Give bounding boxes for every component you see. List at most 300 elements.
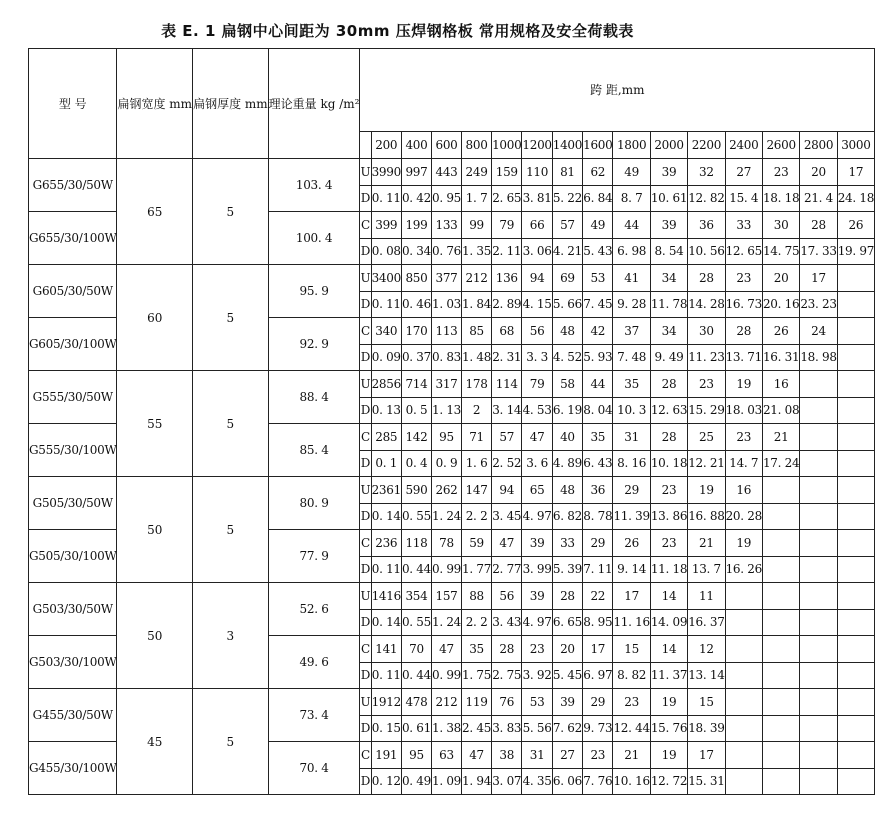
load-value: [725, 583, 762, 610]
load-value: 17. 33: [800, 238, 837, 265]
load-value: 8. 7: [613, 185, 650, 212]
load-value: 76: [492, 689, 522, 716]
load-value: 0. 34: [401, 238, 431, 265]
load-value: 23: [583, 742, 613, 769]
load-value: 5. 66: [552, 291, 582, 318]
flat-steel-width: 50: [117, 477, 193, 583]
load-value: 13. 71: [725, 344, 762, 371]
load-value: 0. 83: [431, 344, 461, 371]
load-value: 29: [583, 689, 613, 716]
load-value: 35: [462, 636, 492, 663]
span-value: 2600: [762, 132, 799, 159]
span-value: 1000: [492, 132, 522, 159]
load-value: 2. 31: [492, 344, 522, 371]
load-value: 21: [613, 742, 650, 769]
load-value: [800, 689, 837, 716]
load-value: 34: [650, 265, 687, 292]
row-type-label: C: [360, 212, 371, 239]
row-type-label: C: [360, 636, 371, 663]
load-value: 119: [462, 689, 492, 716]
load-value: 997: [401, 159, 431, 186]
load-value: 3. 06: [522, 238, 552, 265]
load-value: 16. 73: [725, 291, 762, 318]
span-value: 800: [462, 132, 492, 159]
load-value: 31: [522, 742, 552, 769]
load-value: 14. 75: [762, 238, 799, 265]
load-value: [837, 715, 874, 742]
table-row: [29, 159, 875, 186]
load-value: 7. 45: [583, 291, 613, 318]
theoretical-weight: 85. 4: [268, 424, 360, 477]
load-value: 20. 16: [762, 291, 799, 318]
load-value: 66: [522, 212, 552, 239]
load-value: 6. 97: [583, 662, 613, 689]
load-value: 63: [431, 742, 461, 769]
load-value: [762, 662, 799, 689]
load-value: 0. 15: [371, 715, 401, 742]
row-type-label: D: [360, 662, 371, 689]
load-value: 8. 04: [583, 397, 613, 424]
load-value: [762, 583, 799, 610]
load-value: 0. 55: [401, 609, 431, 636]
load-value: 12. 44: [613, 715, 650, 742]
load-value: 15. 31: [688, 768, 725, 795]
load-value: [837, 609, 874, 636]
load-value: 8. 54: [650, 238, 687, 265]
load-value: 17: [688, 742, 725, 769]
load-value: 85: [462, 318, 492, 345]
model-name: G655/30/50W: [29, 159, 117, 212]
load-value: 23: [613, 689, 650, 716]
flat-steel-width: 60: [117, 265, 193, 371]
load-value: [800, 477, 837, 504]
load-value: 5. 56: [522, 715, 552, 742]
load-value: [837, 503, 874, 530]
load-value: 15. 4: [725, 185, 762, 212]
load-value: 1. 09: [431, 768, 461, 795]
load-value: 1912: [371, 689, 401, 716]
load-value: 16. 31: [762, 344, 799, 371]
row-type-label: U: [360, 689, 371, 716]
model-name: G655/30/100W: [29, 212, 117, 265]
load-value: [800, 503, 837, 530]
load-value: 3. 6: [522, 450, 552, 477]
load-value: [837, 662, 874, 689]
load-value: 16. 26: [725, 556, 762, 583]
load-value: 21. 4: [800, 185, 837, 212]
theoretical-weight: 77. 9: [268, 530, 360, 583]
load-value: 59: [462, 530, 492, 557]
load-value: 0. 99: [431, 556, 461, 583]
load-value: 38: [492, 742, 522, 769]
load-value: [800, 530, 837, 557]
span-value: 400: [401, 132, 431, 159]
load-value: 7. 62: [552, 715, 582, 742]
load-value: 19: [688, 477, 725, 504]
load-value: 41: [613, 265, 650, 292]
load-value: 3. 83: [492, 715, 522, 742]
load-value: 21. 08: [762, 397, 799, 424]
load-value: 24. 18: [837, 185, 874, 212]
load-value: 4. 15: [522, 291, 552, 318]
load-value: 14: [650, 583, 687, 610]
load-value: [837, 450, 874, 477]
table-row: [29, 583, 875, 610]
load-value: 443: [431, 159, 461, 186]
load-value: [837, 742, 874, 769]
load-value: [837, 530, 874, 557]
model-name: G555/30/50W: [29, 371, 117, 424]
load-value: 23: [688, 371, 725, 398]
theoretical-weight: 70. 4: [268, 742, 360, 795]
span-value: 600: [431, 132, 461, 159]
load-value: 24: [800, 318, 837, 345]
load-value: [837, 318, 874, 345]
load-value: 1. 38: [431, 715, 461, 742]
load-value: 11. 23: [688, 344, 725, 371]
table-row: [29, 371, 875, 398]
load-value: 2. 11: [492, 238, 522, 265]
load-value: [762, 689, 799, 716]
load-value: [837, 371, 874, 398]
row-type-label: U: [360, 265, 371, 292]
load-value: 15: [613, 636, 650, 663]
load-value: 18. 03: [725, 397, 762, 424]
load-value: [837, 768, 874, 795]
load-value: [762, 530, 799, 557]
load-value: 20: [552, 636, 582, 663]
load-value: 12. 65: [725, 238, 762, 265]
load-value: [762, 556, 799, 583]
load-value: [725, 662, 762, 689]
load-value: 0. 12: [371, 768, 401, 795]
load-value: 26: [613, 530, 650, 557]
load-value: 7. 48: [613, 344, 650, 371]
load-value: 17. 24: [762, 450, 799, 477]
flat-steel-thickness: 5: [193, 265, 269, 371]
load-value: 62: [583, 159, 613, 186]
load-value: 1. 7: [462, 185, 492, 212]
load-value: 4. 97: [522, 609, 552, 636]
load-value: 11. 16: [613, 609, 650, 636]
load-value: 79: [522, 371, 552, 398]
row-type-label: D: [360, 344, 371, 371]
load-value: 354: [401, 583, 431, 610]
row-type-label: D: [360, 556, 371, 583]
span-value: 200: [371, 132, 401, 159]
load-value: 0. 08: [371, 238, 401, 265]
load-value: 4. 52: [552, 344, 582, 371]
load-value: 47: [492, 530, 522, 557]
model-name: G455/30/50W: [29, 689, 117, 742]
span-value: 2000: [650, 132, 687, 159]
load-value: [725, 742, 762, 769]
row-type-label: D: [360, 609, 371, 636]
load-value: 81: [552, 159, 582, 186]
load-value: 157: [431, 583, 461, 610]
load-value: 35: [613, 371, 650, 398]
load-value: 39: [650, 159, 687, 186]
load-value: 3. 43: [492, 609, 522, 636]
load-value: 5. 22: [552, 185, 582, 212]
load-value: 262: [431, 477, 461, 504]
load-value: 22: [583, 583, 613, 610]
load-value: 1. 35: [462, 238, 492, 265]
theoretical-weight: 103. 4: [268, 159, 360, 212]
row-type-label: C: [360, 742, 371, 769]
model-name: G503/30/50W: [29, 583, 117, 636]
load-value: [800, 715, 837, 742]
row-type-label: D: [360, 768, 371, 795]
load-value: 133: [431, 212, 461, 239]
load-value: [762, 742, 799, 769]
load-value: 12. 82: [688, 185, 725, 212]
load-value: 6. 06: [552, 768, 582, 795]
load-value: 95: [401, 742, 431, 769]
load-value: 8. 16: [613, 450, 650, 477]
load-value: 3. 07: [492, 768, 522, 795]
header-model: 型 号: [29, 49, 117, 159]
load-value: 23: [650, 530, 687, 557]
load-value: 9. 49: [650, 344, 687, 371]
load-value: 56: [522, 318, 552, 345]
load-value: 212: [431, 689, 461, 716]
header-weight: 理论重量 kg /m²: [268, 49, 360, 159]
load-value: [800, 768, 837, 795]
load-value: 118: [401, 530, 431, 557]
load-value: 17: [583, 636, 613, 663]
load-value: 17: [837, 159, 874, 186]
load-value: 159: [492, 159, 522, 186]
load-value: 27: [552, 742, 582, 769]
span-spacer: [360, 132, 371, 159]
load-value: 10. 18: [650, 450, 687, 477]
load-value: 10. 56: [688, 238, 725, 265]
load-value: 0. 46: [401, 291, 431, 318]
load-value: 13. 14: [688, 662, 725, 689]
load-value: 11: [688, 583, 725, 610]
load-value: 42: [583, 318, 613, 345]
load-value: 16. 37: [688, 609, 725, 636]
load-value: 147: [462, 477, 492, 504]
load-value: 34: [650, 318, 687, 345]
load-value: 0. 11: [371, 185, 401, 212]
model-name: G605/30/50W: [29, 265, 117, 318]
load-value: 19: [725, 530, 762, 557]
table-row: [29, 265, 875, 292]
load-value: 27: [725, 159, 762, 186]
load-value: 15. 29: [688, 397, 725, 424]
load-value: 14. 28: [688, 291, 725, 318]
load-value: 2. 75: [492, 662, 522, 689]
load-value: 2. 2: [462, 503, 492, 530]
load-value: 2. 2: [462, 609, 492, 636]
load-value: 1. 13: [431, 397, 461, 424]
load-value: 0. 42: [401, 185, 431, 212]
load-value: 28: [650, 371, 687, 398]
load-value: 8. 78: [583, 503, 613, 530]
load-value: 47: [522, 424, 552, 451]
load-value: 16: [762, 371, 799, 398]
load-value: 9. 73: [583, 715, 613, 742]
load-value: [837, 636, 874, 663]
load-value: 25: [688, 424, 725, 451]
load-value: 11. 78: [650, 291, 687, 318]
row-type-label: D: [360, 715, 371, 742]
load-value: 68: [492, 318, 522, 345]
load-value: 10. 61: [650, 185, 687, 212]
load-value: 15. 76: [650, 715, 687, 742]
load-value: 57: [552, 212, 582, 239]
header-span: 跨 距,mm: [360, 49, 875, 132]
load-value: 28: [688, 265, 725, 292]
load-value: 249: [462, 159, 492, 186]
load-value: 19: [725, 371, 762, 398]
load-value: [725, 636, 762, 663]
flat-steel-width: 55: [117, 371, 193, 477]
load-value: 53: [522, 689, 552, 716]
load-value: 14: [650, 636, 687, 663]
load-value: 1. 84: [462, 291, 492, 318]
load-value: 47: [462, 742, 492, 769]
load-value: 6. 65: [552, 609, 582, 636]
load-value: 113: [431, 318, 461, 345]
load-value: 3400: [371, 265, 401, 292]
load-value: 16. 88: [688, 503, 725, 530]
load-value: 16: [725, 477, 762, 504]
flat-steel-width: 45: [117, 689, 193, 795]
load-value: [762, 715, 799, 742]
load-value: [800, 742, 837, 769]
load-value: 0. 09: [371, 344, 401, 371]
load-value: 65: [522, 477, 552, 504]
load-value: 48: [552, 318, 582, 345]
load-value: 23. 23: [800, 291, 837, 318]
row-type-label: U: [360, 159, 371, 186]
load-value: 142: [401, 424, 431, 451]
load-value: 9. 14: [613, 556, 650, 583]
model-name: G505/30/100W: [29, 530, 117, 583]
header-width: 扁钢宽度 mm: [117, 49, 193, 159]
load-value: 0. 99: [431, 662, 461, 689]
theoretical-weight: 88. 4: [268, 371, 360, 424]
load-value: [800, 583, 837, 610]
row-type-label: C: [360, 530, 371, 557]
load-value: 3. 45: [492, 503, 522, 530]
load-table: [28, 48, 875, 795]
load-value: [725, 609, 762, 636]
load-value: 399: [371, 212, 401, 239]
load-value: [837, 424, 874, 451]
row-type-label: D: [360, 291, 371, 318]
row-type-label: U: [360, 477, 371, 504]
row-type-label: D: [360, 238, 371, 265]
load-value: 88: [462, 583, 492, 610]
load-value: 3. 92: [522, 662, 552, 689]
load-value: 29: [613, 477, 650, 504]
load-value: 4. 53: [522, 397, 552, 424]
load-value: 69: [552, 265, 582, 292]
load-value: 7. 11: [583, 556, 613, 583]
load-value: [837, 556, 874, 583]
table-title: 表 E. 1 扁钢中心间距为 30mm 压焊钢格板 常用规格及安全荷载表: [161, 22, 634, 40]
load-value: 0. 14: [371, 503, 401, 530]
load-value: [800, 371, 837, 398]
load-value: 78: [431, 530, 461, 557]
load-value: 0. 61: [401, 715, 431, 742]
load-value: 8. 95: [583, 609, 613, 636]
load-value: 39: [552, 689, 582, 716]
load-value: 14. 09: [650, 609, 687, 636]
load-value: 377: [431, 265, 461, 292]
span-value: 2400: [725, 132, 762, 159]
load-value: 39: [522, 583, 552, 610]
load-value: 20: [762, 265, 799, 292]
model-name: G455/30/100W: [29, 742, 117, 795]
load-value: 20: [800, 159, 837, 186]
header-thickness: 扁钢厚度 mm: [193, 49, 269, 159]
table-row: [29, 477, 875, 504]
load-value: 2856: [371, 371, 401, 398]
load-value: [762, 768, 799, 795]
load-value: 12. 63: [650, 397, 687, 424]
model-name: G605/30/100W: [29, 318, 117, 371]
load-value: 99: [462, 212, 492, 239]
load-value: 12. 72: [650, 768, 687, 795]
load-value: 3. 99: [522, 556, 552, 583]
load-value: 44: [583, 371, 613, 398]
load-value: 49: [583, 212, 613, 239]
load-value: [800, 662, 837, 689]
load-value: 28: [492, 636, 522, 663]
theoretical-weight: 80. 9: [268, 477, 360, 530]
span-value: 1800: [613, 132, 650, 159]
load-value: 0. 4: [401, 450, 431, 477]
load-value: 0. 5: [401, 397, 431, 424]
load-value: 0. 9: [431, 450, 461, 477]
load-value: 20. 28: [725, 503, 762, 530]
load-value: 18. 39: [688, 715, 725, 742]
load-value: [837, 344, 874, 371]
load-value: 0. 11: [371, 291, 401, 318]
load-value: 0. 1: [371, 450, 401, 477]
row-type-label: U: [360, 583, 371, 610]
load-value: 26: [837, 212, 874, 239]
load-value: 2. 65: [492, 185, 522, 212]
load-value: 2. 89: [492, 291, 522, 318]
load-value: 48: [552, 477, 582, 504]
load-value: 850: [401, 265, 431, 292]
row-type-label: D: [360, 185, 371, 212]
load-value: 31: [613, 424, 650, 451]
load-value: 10. 3: [613, 397, 650, 424]
load-value: 40: [552, 424, 582, 451]
load-value: 5. 45: [552, 662, 582, 689]
load-value: 21: [688, 530, 725, 557]
load-value: 1. 48: [462, 344, 492, 371]
table-row: [29, 689, 875, 716]
load-value: 0. 49: [401, 768, 431, 795]
load-value: 23: [725, 265, 762, 292]
load-value: 70: [401, 636, 431, 663]
load-value: 6. 19: [552, 397, 582, 424]
theoretical-weight: 52. 6: [268, 583, 360, 636]
row-type-label: D: [360, 450, 371, 477]
load-value: 47: [431, 636, 461, 663]
load-value: 0. 55: [401, 503, 431, 530]
load-value: 0. 44: [401, 556, 431, 583]
row-type-label: U: [360, 371, 371, 398]
